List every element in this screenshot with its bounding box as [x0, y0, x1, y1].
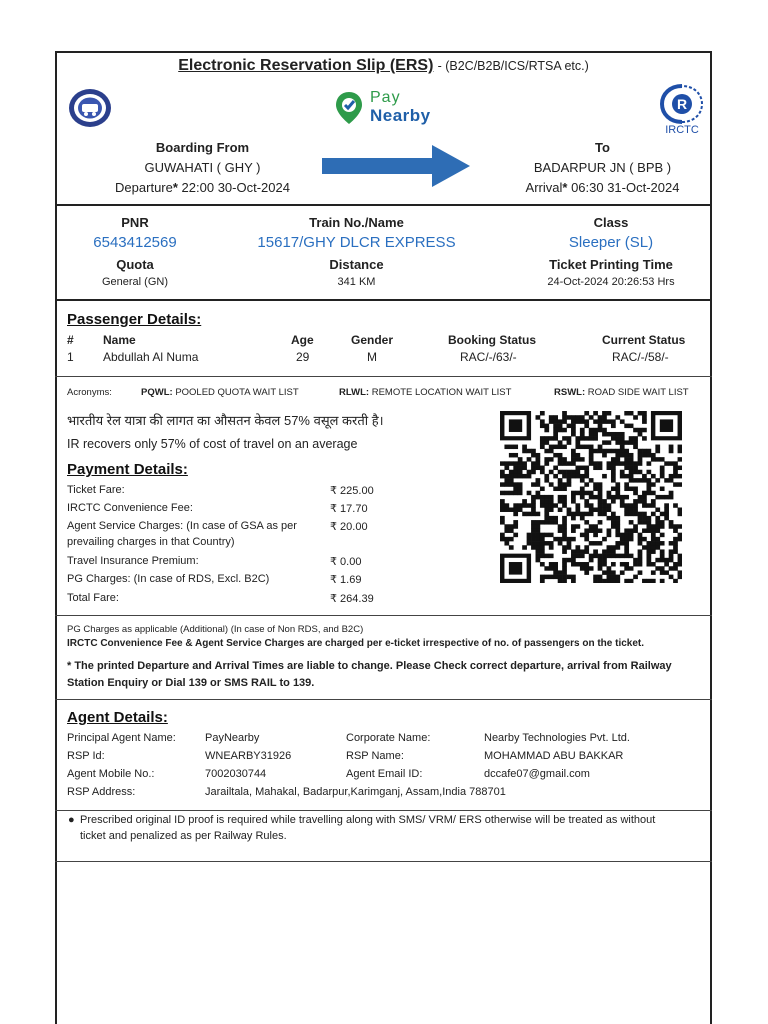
paynearby-pin-icon	[334, 90, 364, 126]
corporate-name-label: Corporate Name:	[346, 732, 431, 744]
payment-value: ₹ 20.00	[330, 521, 368, 533]
payment-label-continued: prevailing charges in that Country)	[67, 536, 235, 548]
train-block	[240, 215, 473, 288]
pnr-block	[70, 215, 200, 288]
passenger-col-name: Name	[103, 333, 136, 347]
qr-code	[500, 411, 682, 583]
principal-agent-value: PayNearby	[205, 732, 260, 744]
divider	[55, 699, 712, 700]
payment-label: Total Fare:	[67, 592, 119, 604]
passenger-booking-status: RAC/-/63/-	[460, 350, 517, 364]
payment-value: ₹ 17.70	[330, 503, 368, 515]
payment-value: ₹ 1.69	[330, 574, 362, 586]
direction-arrow-icon	[322, 145, 470, 187]
id-note-bullet: ●	[68, 814, 75, 826]
irctc-logo	[658, 84, 706, 138]
ers-header	[55, 57, 712, 75]
time-note-line-2: Station Enquiry or Dial 139 or SMS RAIL to 139.	[67, 677, 315, 689]
acronym-rlwl	[339, 387, 511, 398]
rsp-id-label: RSP Id:	[67, 750, 105, 762]
time-note-line-1: * The printed Departure and Arrival Times are liable to change. Please Check correct departure, arrival from Railway	[67, 660, 672, 672]
pnr-value: 6543412569	[93, 234, 177, 251]
passenger-col-current-status: Current Status	[602, 333, 686, 347]
payment-label: Travel Insurance Premium:	[67, 555, 199, 567]
passenger-col-gender: Gender	[351, 333, 394, 347]
destination-station: BADARPUR JN ( BPB )	[533, 160, 672, 175]
class-label: Class	[593, 215, 629, 230]
rsp-address-label: RSP Address:	[67, 786, 136, 798]
arrival-line	[490, 180, 715, 195]
rsp-name-value: MOHAMMAD ABU BAKKAR	[484, 750, 624, 762]
divider	[55, 376, 712, 377]
passenger-current-status: RAC/-/58/-	[612, 350, 669, 364]
agent-mobile-value: 7002030744	[205, 768, 267, 780]
irctc-emblem-icon	[658, 84, 706, 124]
paynearby-nearby-text: Nearby	[370, 106, 431, 125]
agent-mobile-label: Agent Mobile No.:	[67, 768, 155, 780]
divider	[55, 204, 712, 206]
passenger-col-age: Age	[291, 333, 314, 347]
rsp-address-value: Jarailtala, Mahakal, Badarpur,Karimganj, Assam,India 788701	[205, 786, 506, 798]
payment-label: IRCTC Convenience Fee:	[67, 502, 193, 514]
acronym-pqwl	[141, 387, 299, 398]
acronyms-label: Acronyms:	[67, 387, 112, 398]
arrival-star: *	[562, 180, 568, 195]
indian-railways-logo	[67, 87, 113, 129]
pnr-label: PNR	[121, 215, 149, 230]
page-subtitle: - (B2C/B2B/ICS/RTSA etc.)	[437, 59, 589, 73]
corporate-name-value: Nearby Technologies Pvt. Ltd.	[484, 732, 630, 744]
passenger-details-heading: Passenger Details:	[67, 311, 202, 328]
passenger-name: Abdullah Al Numa	[103, 350, 199, 364]
irctc-label: IRCTC	[665, 124, 699, 136]
paynearby-pay-text: Pay	[370, 89, 401, 106]
divider	[55, 810, 712, 811]
class-block	[526, 215, 696, 288]
id-note-line-2: ticket and penalized as per Railway Rules.	[80, 830, 287, 842]
passenger-col-booking-status: Booking Status	[448, 333, 537, 347]
divider	[55, 615, 712, 616]
cost-note-english: IR recovers only 57% of cost of travel on an average	[67, 437, 358, 451]
boarding-from-label: Boarding From	[155, 140, 250, 155]
departure-label: Departure	[115, 180, 173, 195]
agent-email-label: Agent Email ID:	[346, 768, 423, 780]
passenger-number: 1	[67, 350, 74, 364]
acronym-rswl	[554, 387, 689, 398]
acronym-rswl-text: ROAD SIDE WAIT LIST	[587, 387, 689, 398]
quota-label: Quota	[116, 257, 154, 272]
passenger-age: 29	[296, 350, 310, 364]
rsp-id-value: WNEARBY31926	[205, 750, 292, 762]
train-value: 15617/GHY DLCR EXPRESS	[257, 234, 456, 251]
cost-note-hindi: भारतीय रेल यात्रा की लागत का औसतन केवल 57% वसूल करती है।	[67, 413, 384, 428]
payment-details-heading: Payment Details:	[67, 461, 188, 478]
acronym-rlwl-key: RLWL:	[339, 387, 370, 398]
principal-agent-label: Principal Agent Name:	[67, 732, 176, 744]
departure-time: 22:00 30-Oct-2024	[181, 180, 290, 195]
distance-value: 341 KM	[337, 276, 376, 288]
svg-text:R: R	[676, 96, 688, 112]
departure-line	[90, 180, 315, 195]
agent-details-heading: Agent Details:	[67, 709, 168, 726]
train-label: Train No./Name	[309, 215, 404, 230]
acronym-rlwl-text: REMOTE LOCATION WAIT LIST	[371, 387, 512, 398]
agent-email-value: dccafe07@gmail.com	[484, 768, 590, 780]
destination-block	[490, 140, 715, 195]
to-label: To	[595, 140, 610, 155]
payment-label: Ticket Fare:	[67, 484, 125, 496]
page-title: Electronic Reservation Slip (ERS)	[178, 57, 434, 74]
passenger-gender: M	[367, 350, 377, 364]
payment-value: ₹ 264.39	[330, 593, 374, 605]
payment-value: ₹ 225.00	[330, 485, 374, 497]
quota-value: General (GN)	[101, 276, 169, 288]
passenger-col-number: #	[67, 333, 74, 347]
id-note-line-1: Prescribed original ID proof is required while travelling along with SMS/ VRM/ ERS otherwise will be treated as without	[80, 814, 656, 826]
divider	[55, 861, 712, 862]
payment-label: PG Charges: (In case of RDS, Excl. B2C)	[67, 573, 270, 585]
arrival-label: Arrival	[525, 180, 563, 195]
payment-value: ₹ 0.00	[330, 556, 362, 568]
pg-charges-note: PG Charges as applicable (Additional) (In case of Non RDS, and B2C)	[67, 624, 364, 635]
acronym-pqwl-text: POOLED QUOTA WAIT LIST	[175, 387, 299, 398]
arrival-time: 06:30 31-Oct-2024	[571, 180, 680, 195]
payment-label: Agent Service Charges: (In case of GSA as per	[67, 520, 297, 532]
boarding-station: GUWAHATI ( GHY )	[144, 160, 261, 175]
paynearby-logo	[334, 88, 449, 128]
acronym-pqwl-key: PQWL:	[141, 387, 173, 398]
boarding-from-block	[90, 140, 315, 195]
fee-note: IRCTC Convenience Fee & Agent Service Charges are charged per e-ticket irrespective of no. of passengers on the ticket.	[67, 638, 645, 649]
print-time-value: 24-Oct-2024 20:26:53 Hrs	[547, 276, 675, 288]
distance-label: Distance	[329, 257, 384, 272]
divider	[55, 299, 712, 301]
departure-star: *	[172, 180, 178, 195]
print-time-label: Ticket Printing Time	[549, 257, 673, 272]
acronym-rswl-key: RSWL:	[554, 387, 586, 398]
rsp-name-label: RSP Name:	[346, 750, 404, 762]
class-value: Sleeper (SL)	[568, 234, 654, 251]
